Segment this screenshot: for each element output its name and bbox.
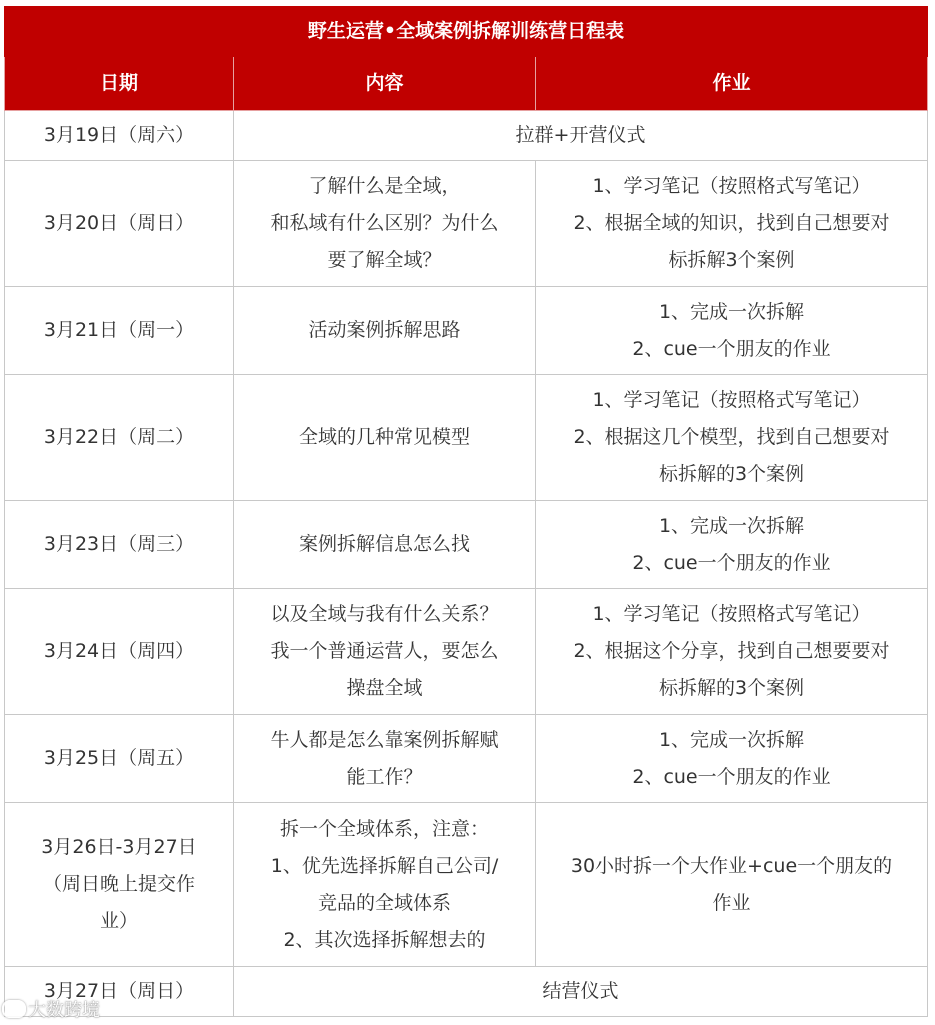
schedule-body xyxy=(5,111,928,1017)
content-cell xyxy=(234,161,536,287)
date-cell-line: 3月23日（周三） xyxy=(43,533,195,555)
content-cell xyxy=(234,287,536,375)
homework-cell-line: 1、学习笔记（按照格式写笔记） xyxy=(592,603,871,625)
content-cell-line: 拆一个全域体系，注意： xyxy=(279,817,489,840)
content-cell-line: 竞品的全域体系 xyxy=(317,891,451,914)
homework-cell-line: 1、学习笔记（按照格式写笔记） xyxy=(592,389,871,411)
content-cell-line: 我一个普通运营人，要怎么 xyxy=(270,640,499,662)
homework-cell-line: 1、学习笔记（按照格式写笔记） xyxy=(592,175,871,197)
content-cell-line: 和私域有什么区别？为什么 xyxy=(270,212,499,234)
content-cell-line: 1、优先选择拆解自己公司/ xyxy=(270,854,499,877)
content-cell-line: 牛人都是怎么靠案例拆解赋 xyxy=(270,728,499,751)
content-cell-line: 2、其次选择拆解想去的 xyxy=(283,928,486,951)
table-row xyxy=(5,161,928,287)
merged-cell-line: 结营仪式 xyxy=(542,980,619,1002)
homework-cell-line: 2、根据全域的知识，找到自己想要对 xyxy=(573,212,890,234)
date-cell xyxy=(5,111,234,161)
date-cell xyxy=(5,287,234,375)
date-cell-line: 3月22日（周二） xyxy=(43,426,195,448)
homework-cell-line: 作业 xyxy=(712,891,751,914)
date-cell-line: （周日晚上提交作 xyxy=(42,873,195,895)
date-cell-line: 3月27日（周日） xyxy=(43,980,195,1002)
content-cell xyxy=(234,715,536,803)
homework-cell-line: 2、根据这个分享，找到自己想要要对 xyxy=(573,640,890,662)
homework-cell xyxy=(536,287,928,375)
schedule-title: 野生运营•全域案例拆解训练营日程表 xyxy=(5,7,928,57)
date-cell-line: 3月26日-3月27日 xyxy=(41,836,197,858)
watermark-text: 大数跨境 xyxy=(28,1000,100,1021)
homework-cell-line: 2、cue一个朋友的作业 xyxy=(632,765,831,788)
table-row xyxy=(5,111,928,161)
homework-cell-line: 30小时拆一个大作业+cue一个朋友的 xyxy=(570,854,893,877)
content-cell-line: 能工作？ xyxy=(346,765,423,788)
content-cell-line: 了解什么是全域， xyxy=(308,175,461,197)
content-cell xyxy=(234,803,536,967)
table-row xyxy=(5,501,928,589)
content-cell xyxy=(234,589,536,715)
content-cell xyxy=(234,501,536,589)
date-cell-line: 3月20日（周日） xyxy=(43,212,195,234)
table-row xyxy=(5,589,928,715)
watermark xyxy=(2,996,100,1022)
date-cell-line: 3月19日（周六） xyxy=(43,124,195,146)
table-row xyxy=(5,967,928,1017)
date-cell-line: 3月24日（周四） xyxy=(43,640,195,662)
homework-cell xyxy=(536,501,928,589)
table-row xyxy=(5,715,928,803)
table-row xyxy=(5,375,928,501)
homework-cell xyxy=(536,375,928,501)
content-cell-line: 操盘全域 xyxy=(346,677,423,699)
content-cell-line: 以及全域与我有什么关系？ xyxy=(270,603,499,625)
schedule-table xyxy=(4,6,928,1017)
date-cell xyxy=(5,589,234,715)
homework-cell-line: 2、cue一个朋友的作业 xyxy=(632,551,831,574)
homework-cell-line: 2、根据这几个模型，找到自己想要对 xyxy=(573,426,890,448)
content-cell-line: 全域的几种常见模型 xyxy=(298,426,470,448)
date-cell xyxy=(5,715,234,803)
content-cell-line: 活动案例拆解思路 xyxy=(308,319,461,341)
content-cell-line: 案例拆解信息怎么找 xyxy=(298,533,470,555)
table-row xyxy=(5,803,928,967)
homework-cell-line: 1、完成一次拆解 xyxy=(658,728,805,751)
date-cell xyxy=(5,803,234,967)
header-row xyxy=(5,57,928,111)
header-homework: 作业 xyxy=(536,57,928,111)
header-date: 日期 xyxy=(5,57,234,111)
date-cell xyxy=(5,161,234,287)
merged-cell xyxy=(234,111,928,161)
date-cell-line: 3月25日（周五） xyxy=(43,747,195,769)
homework-cell-line: 标拆解3个案例 xyxy=(668,249,795,271)
homework-cell-line: 2、cue一个朋友的作业 xyxy=(632,337,831,360)
homework-cell-line: 1、完成一次拆解 xyxy=(658,514,805,537)
homework-cell xyxy=(536,161,928,287)
watermark-logo-icon xyxy=(2,1000,26,1018)
date-cell xyxy=(5,501,234,589)
homework-cell-line: 1、完成一次拆解 xyxy=(658,300,805,323)
header-content: 内容 xyxy=(234,57,536,111)
merged-cell xyxy=(234,967,928,1017)
date-cell xyxy=(5,375,234,501)
date-cell-line: 3月21日（周一） xyxy=(43,319,195,341)
homework-cell xyxy=(536,803,928,967)
merged-cell-line: 拉群+开营仪式 xyxy=(515,124,646,146)
date-cell-line: 业） xyxy=(99,910,138,932)
content-cell xyxy=(234,375,536,501)
homework-cell-line: 标拆解的3个案例 xyxy=(658,677,805,699)
homework-cell xyxy=(536,715,928,803)
homework-cell xyxy=(536,589,928,715)
table-row xyxy=(5,287,928,375)
content-cell-line: 要了解全域？ xyxy=(327,249,442,271)
homework-cell-line: 标拆解的3个案例 xyxy=(658,463,805,485)
